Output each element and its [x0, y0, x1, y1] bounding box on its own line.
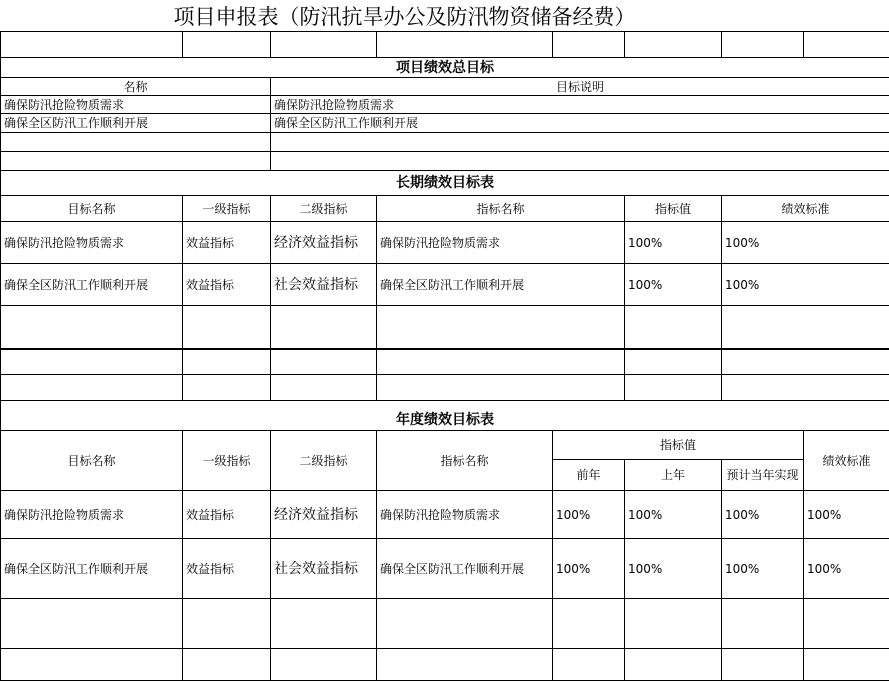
col-header-last-year: 上年: [625, 460, 722, 491]
col-header-value: 指标值: [625, 196, 722, 222]
table-row: [1, 264, 889, 306]
cell-prev[interactable]: 100%: [553, 491, 625, 539]
col-header-prev-year: 前年: [553, 460, 625, 491]
cell-prev[interactable]: 100%: [553, 539, 625, 599]
col-header-value: 指标值: [553, 431, 804, 460]
table-row: [1, 152, 889, 171]
section-header-long: [1, 171, 889, 196]
table-row: [1, 133, 889, 152]
total-header-row: [1, 78, 889, 96]
section-header-total: [1, 58, 889, 78]
cell-current[interactable]: 100%: [722, 491, 804, 539]
col-header-level2: 二级指标: [271, 431, 377, 491]
cell-last[interactable]: 100%: [625, 539, 722, 599]
cell-standard[interactable]: 100%: [804, 491, 889, 539]
table-row: [1, 649, 889, 681]
cell-goal[interactable]: 确保防汛抢险物质需求: [1, 222, 183, 264]
col-header-standard: 绩效标准: [804, 431, 889, 491]
annual-header-row: [1, 431, 889, 460]
cell-goal[interactable]: 确保全区防汛工作顺利开展: [1, 539, 183, 599]
col-header-desc: 目标说明: [271, 78, 889, 96]
cell-last[interactable]: 100%: [625, 491, 722, 539]
section-title-long: 长期绩效目标表: [1, 171, 889, 196]
cell-goal-desc[interactable]: 确保全区防汛工作顺利开展: [271, 114, 889, 133]
cell-goal[interactable]: 确保防汛抢险物质需求: [1, 491, 183, 539]
table-row: [1, 222, 889, 264]
cell-standard[interactable]: 100%: [722, 222, 889, 264]
cell-indicator[interactable]: 确保全区防汛工作顺利开展: [377, 264, 625, 306]
cell-level1[interactable]: 效益指标: [183, 491, 271, 539]
table-row: [1, 375, 889, 401]
cell-level1[interactable]: 效益指标: [183, 539, 271, 599]
cell-indicator[interactable]: 确保防汛抢险物质需求: [377, 491, 553, 539]
col-header-standard: 绩效标准: [722, 196, 889, 222]
cell-level2[interactable]: 经济效益指标: [271, 222, 377, 264]
cell-value[interactable]: 100%: [625, 264, 722, 306]
cell-current[interactable]: 100%: [722, 539, 804, 599]
page-title: [0, 0, 889, 31]
table-row: [1, 306, 889, 349]
section-header-annual: [1, 401, 889, 431]
table-row: [1, 491, 889, 539]
cell-standard[interactable]: 100%: [722, 264, 889, 306]
col-header-indicator: 指标名称: [377, 196, 625, 222]
cell-indicator[interactable]: 确保防汛抢险物质需求: [377, 222, 625, 264]
cell-indicator[interactable]: 确保全区防汛工作顺利开展: [377, 539, 553, 599]
col-header-name: 名称: [1, 78, 271, 96]
table-row: [1, 96, 889, 114]
cell-standard[interactable]: 100%: [804, 539, 889, 599]
cell-level2[interactable]: 经济效益指标: [271, 491, 377, 539]
cell-goal-name[interactable]: 确保防汛抢险物质需求: [1, 96, 271, 114]
cell-level2[interactable]: 社会效益指标: [271, 264, 377, 306]
col-header-level1: 一级指标: [183, 431, 271, 491]
sheet-grid: [0, 31, 889, 681]
table-row: [1, 539, 889, 599]
cell-level2[interactable]: 社会效益指标: [271, 539, 377, 599]
col-header-goal: 目标名称: [1, 431, 183, 491]
cell-goal-name[interactable]: 确保全区防汛工作顺利开展: [1, 114, 271, 133]
col-header-level1: 一级指标: [183, 196, 271, 222]
cell-level1[interactable]: 效益指标: [183, 264, 271, 306]
table-row: [1, 349, 889, 375]
table-row: [1, 599, 889, 649]
col-header-level2: 二级指标: [271, 196, 377, 222]
cell-level1[interactable]: 效益指标: [183, 222, 271, 264]
long-header-row: [1, 196, 889, 222]
col-header-indicator: 指标名称: [377, 431, 553, 491]
col-header-current-year: 预计当年实现: [722, 460, 804, 491]
cell-goal-desc[interactable]: 确保防汛抢险物质需求: [271, 96, 889, 114]
page-title-text: 项目申报表（防汛抗旱办公及防汛物资储备经费）: [173, 4, 636, 29]
table-row: [1, 114, 889, 133]
section-title-total: 项目绩效总目标: [1, 58, 889, 78]
cell-value[interactable]: 100%: [625, 222, 722, 264]
blank-row: [1, 32, 889, 58]
section-title-annual: 年度绩效目标表: [1, 401, 889, 431]
col-header-goal: 目标名称: [1, 196, 183, 222]
cell-goal[interactable]: 确保全区防汛工作顺利开展: [1, 264, 183, 306]
